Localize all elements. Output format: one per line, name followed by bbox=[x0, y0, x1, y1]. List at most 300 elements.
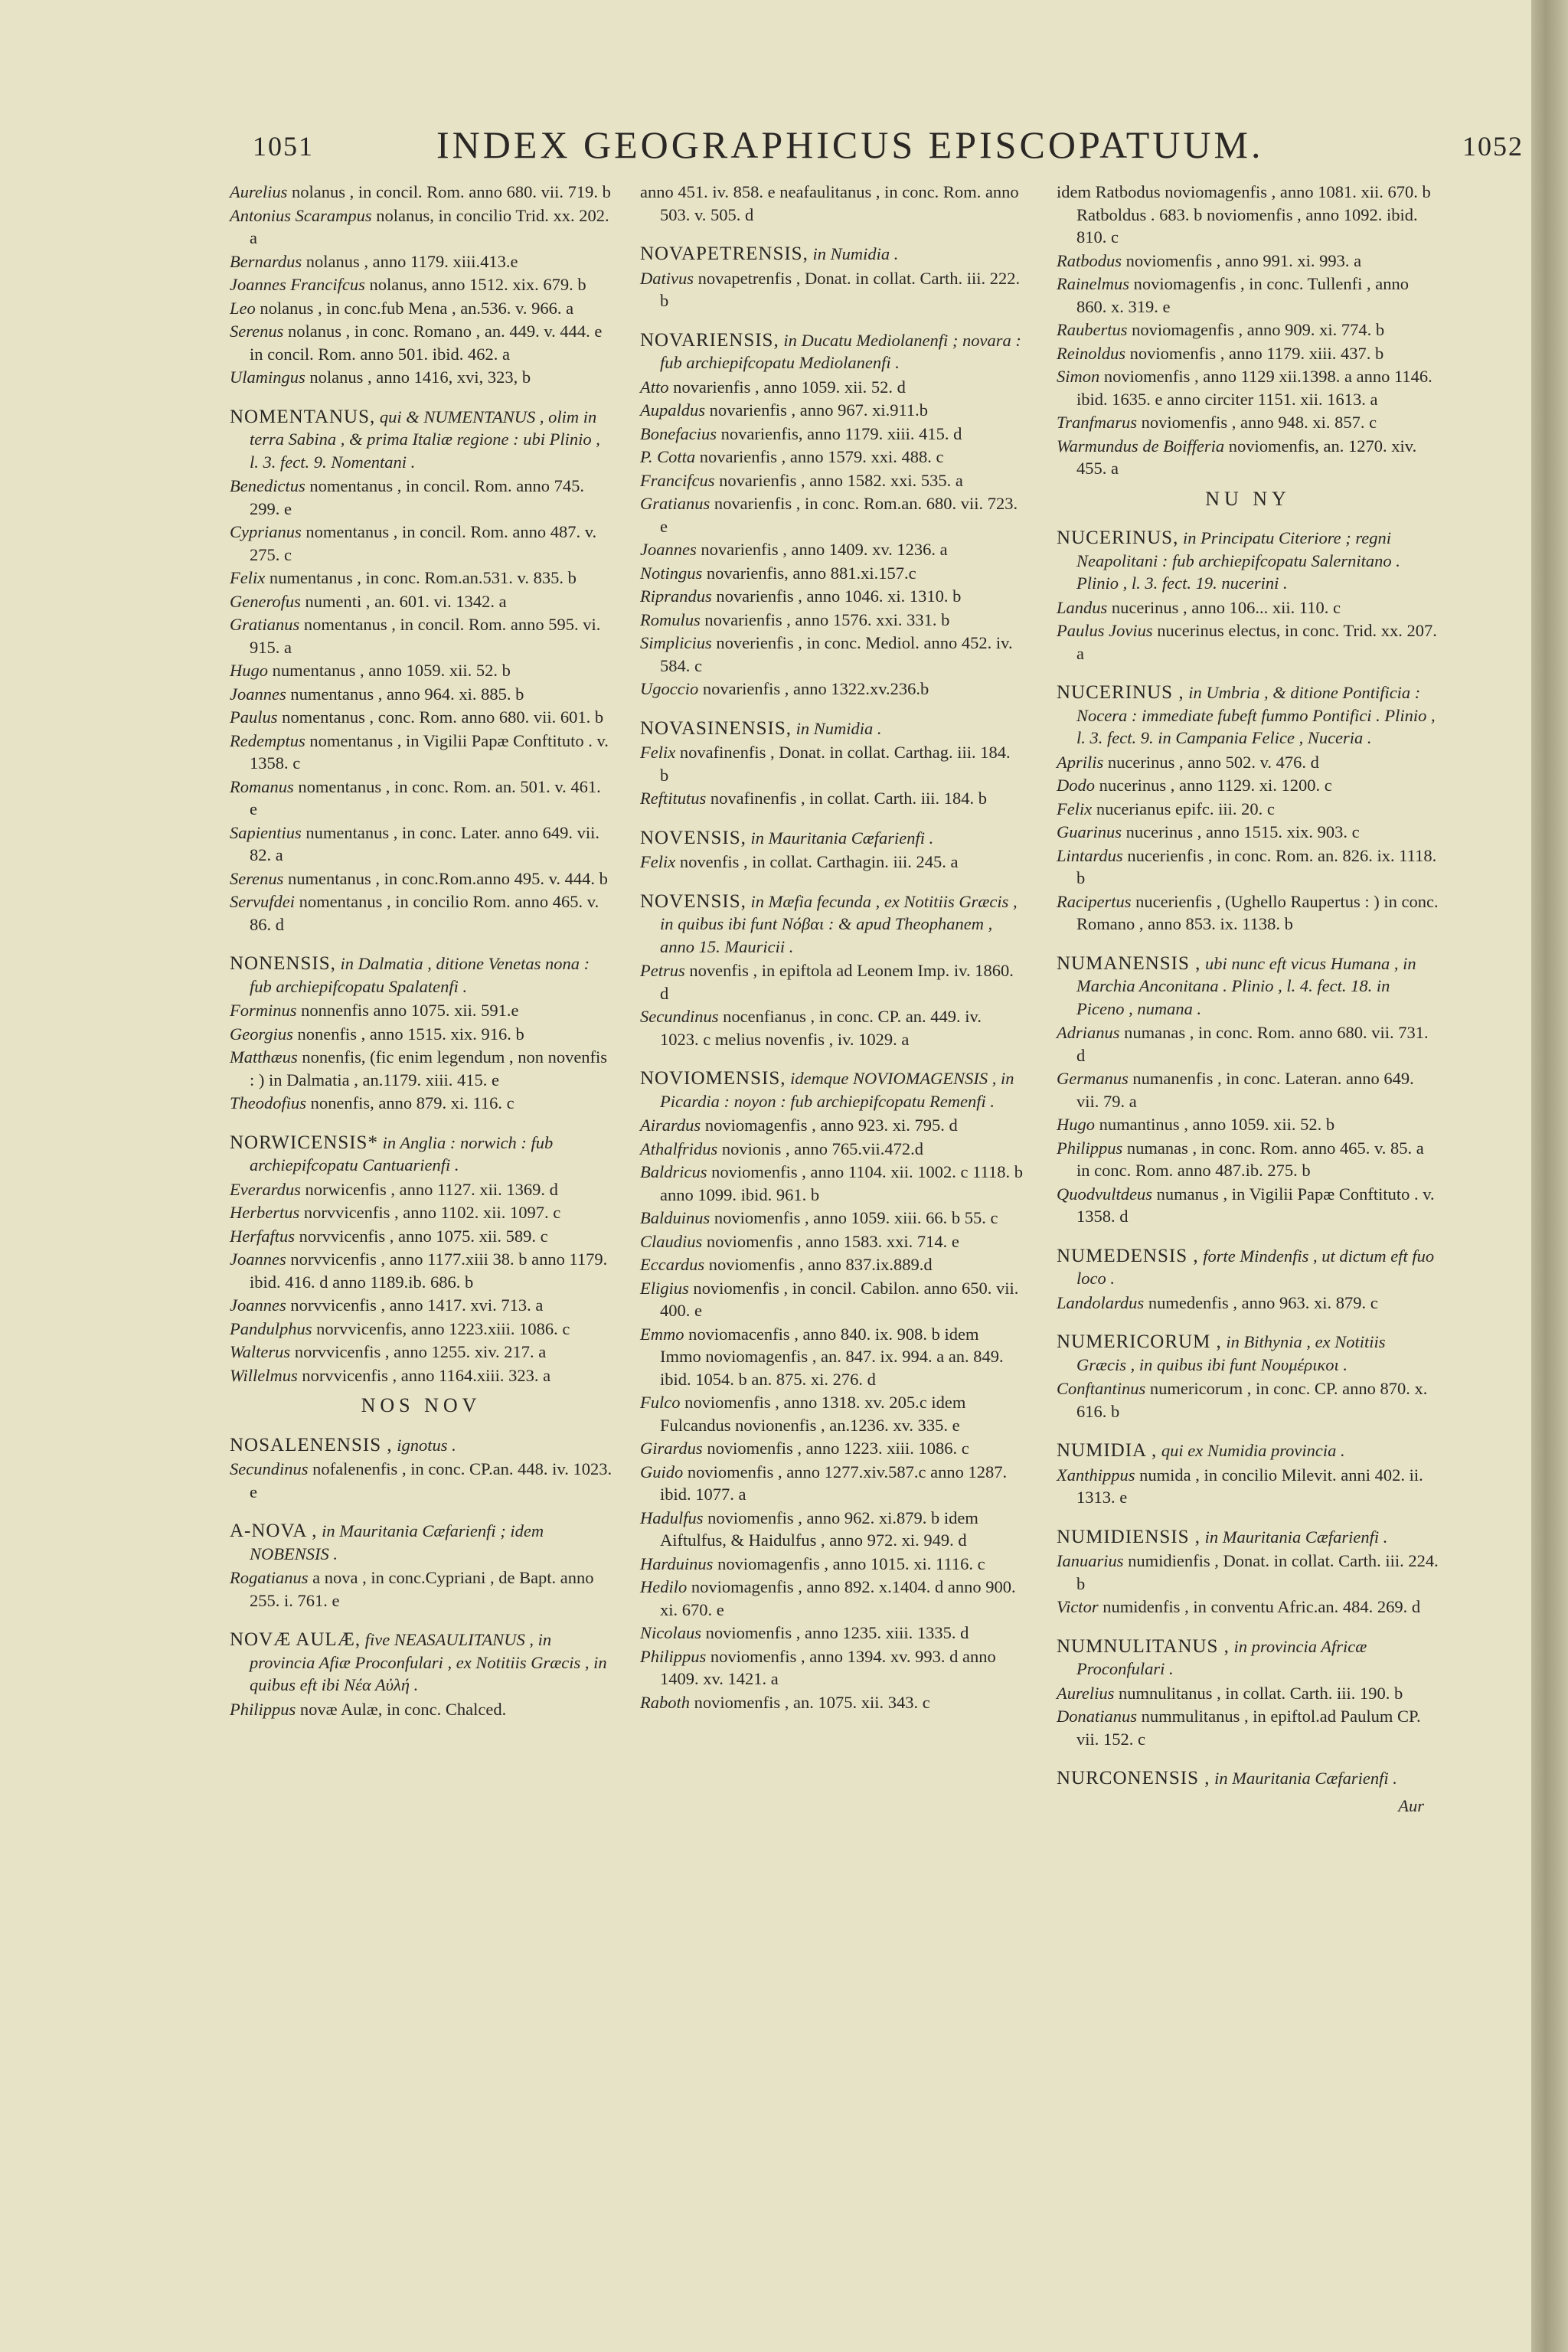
bishop-name: Theodofius bbox=[230, 1093, 307, 1112]
column-1 bbox=[230, 181, 612, 1721]
bishop-name: Dodo bbox=[1057, 776, 1095, 795]
entry-reference: noviomenfis , anno 1394. xv. 993. d anno 1409. xv. 1421. a bbox=[660, 1646, 996, 1688]
bishop-name: Joannes bbox=[230, 684, 286, 704]
index-entry bbox=[230, 1225, 612, 1248]
entry-reference: nonnenfis anno 1075. xii. 591.e bbox=[296, 1001, 519, 1020]
index-entry bbox=[1057, 890, 1439, 936]
see-heading bbox=[1057, 952, 1439, 1021]
entry-reference: noviomagenfis , anno 892. x.1404. d anno 900. xi. 670. e bbox=[660, 1577, 1016, 1619]
bishop-name: Joannes Francifcus bbox=[230, 275, 365, 294]
see-heading bbox=[230, 1434, 612, 1457]
see-heading bbox=[1057, 1526, 1439, 1549]
entry-reference: nolanus , in conc.fub Mena , an.536. v. 966. a bbox=[255, 298, 574, 318]
index-entry bbox=[640, 851, 1023, 874]
index-entry bbox=[1057, 751, 1439, 774]
entry-reference: noviomenfis , anno 1129 xii.1398. a anno 1146. ibid. 1635. e anno circiter 1151. xii. 1613. a bbox=[1076, 367, 1432, 409]
bishop-name: Landolardus bbox=[1057, 1292, 1145, 1312]
index-entry bbox=[640, 1138, 1023, 1161]
index-entry bbox=[640, 1114, 1023, 1137]
letter-divider: NU NY bbox=[1205, 487, 1291, 510]
entry-reference: novarienfis , anno 1059. xii. 52. d bbox=[668, 377, 906, 397]
see-name: NOVENSIS, bbox=[640, 827, 746, 848]
index-entry bbox=[230, 475, 612, 520]
bishop-name: Simplicius bbox=[640, 633, 712, 652]
entry-reference: novarienfis , anno 1576. xxi. 331. b bbox=[700, 609, 950, 629]
bishop-name: Ianuarius bbox=[1057, 1551, 1124, 1570]
see-name: NUMANENSIS , bbox=[1057, 952, 1201, 974]
see-name: NOSALENENSIS , bbox=[230, 1434, 393, 1455]
entry-reference: norvvicenfis , anno 1417. xvi. 713. a bbox=[286, 1295, 544, 1315]
bishop-name: Romanus bbox=[230, 776, 294, 796]
see-heading bbox=[230, 952, 612, 998]
index-entry bbox=[640, 1622, 1023, 1645]
see-heading bbox=[1057, 1245, 1439, 1290]
see-name: NUCERINUS, bbox=[1057, 528, 1179, 548]
index-entry bbox=[230, 521, 612, 566]
bishop-name: Rogatianus bbox=[230, 1568, 309, 1587]
entry-reference: nomentanus , in concilio Rom. anno 465. v. 86. d bbox=[250, 892, 599, 934]
entry-reference: noviomenfis , anno 962. xi.879. b idem Aiftulfus, & Haidulfus , anno 972. xi. 949. d bbox=[660, 1508, 978, 1550]
index-entry bbox=[1057, 250, 1439, 273]
see-name: NORWICENSIS* bbox=[230, 1132, 378, 1153]
index-entry bbox=[1057, 365, 1439, 410]
entry-reference: numidenfis , in conventu Afric.an. 484. 269. d bbox=[1098, 1597, 1421, 1616]
see-heading bbox=[1057, 1439, 1439, 1462]
bishop-name: Xanthippus bbox=[1057, 1465, 1135, 1485]
index-entry bbox=[640, 1437, 1023, 1460]
index-entry bbox=[640, 1461, 1023, 1506]
bishop-name: Guido bbox=[640, 1462, 684, 1481]
index-entry bbox=[230, 1698, 612, 1721]
entry-reference: noviomenfis , anno 948. xi. 857. c bbox=[1137, 413, 1377, 432]
see-name: A-NOVA , bbox=[230, 1521, 318, 1541]
entry-reference: a nova , in conc.Cypriani , de Bapt. anno 255. i. 761. e bbox=[250, 1568, 594, 1610]
bishop-name: Adrianus bbox=[1057, 1023, 1120, 1042]
see-heading bbox=[640, 1067, 1023, 1112]
bishop-name: Herfaftus bbox=[230, 1226, 296, 1246]
bishop-name: Reinoldus bbox=[1057, 343, 1125, 363]
entry-reference: noviomagenfis , in conc. Tullenfi , anno 860. x. 319. e bbox=[1076, 274, 1409, 316]
index-entry bbox=[640, 1207, 1023, 1230]
see-description: in Mauritania Cæfarienfi ; idem NOBENSIS . bbox=[250, 1521, 544, 1563]
bishop-name: Girardus bbox=[640, 1439, 703, 1458]
index-entry bbox=[1057, 1067, 1439, 1112]
right-page-number: 1052 bbox=[1462, 131, 1524, 162]
index-entry bbox=[230, 706, 612, 729]
entry-reference: novarienfis , anno 1322.xv.236.b bbox=[698, 679, 929, 698]
bishop-name: Rainelmus bbox=[1057, 274, 1129, 293]
index-entry bbox=[1057, 619, 1439, 665]
column-3 bbox=[1057, 181, 1439, 1817]
bishop-name: Eligius bbox=[640, 1278, 689, 1298]
entry-reference: nolanus , anno 1179. xiii.413.e bbox=[302, 251, 518, 271]
entry-reference: numedenfis , anno 963. xi. 879. c bbox=[1144, 1292, 1378, 1312]
bishop-name: Baldricus bbox=[640, 1162, 707, 1181]
bishop-name: Felix bbox=[640, 852, 676, 871]
index-entry bbox=[640, 376, 1023, 399]
index-entry bbox=[230, 683, 612, 706]
index-entry bbox=[640, 446, 1023, 469]
bishop-name: Aprilis bbox=[1057, 752, 1104, 772]
index-entry bbox=[230, 1248, 612, 1293]
index-entry bbox=[1057, 1682, 1439, 1705]
entry-reference: noviomenfis , an. 1075. xii. 343. c bbox=[690, 1692, 930, 1712]
see-name: NUMERICORUM , bbox=[1057, 1331, 1222, 1352]
bishop-name: Matthæus bbox=[230, 1047, 298, 1067]
entry-reference: nucerinus , anno 1515. xix. 903. c bbox=[1122, 822, 1360, 841]
see-heading bbox=[230, 1628, 612, 1697]
index-entry bbox=[230, 867, 612, 890]
index-entry bbox=[640, 1253, 1023, 1276]
entry-reference: nucerinus , anno 106... xii. 110. c bbox=[1107, 597, 1341, 617]
entry-reference: noviomenfis , anno 1277.xiv.587.c anno 1287. ibid. 1077. a bbox=[660, 1462, 1008, 1504]
index-entry bbox=[640, 787, 1023, 810]
index-entry bbox=[230, 590, 612, 613]
see-description: idemque NOVIOMAGENSIS , in Picardia : noyon : fub archiepifcopatu Remenfi . bbox=[660, 1069, 1014, 1111]
bishop-name: Ugoccio bbox=[640, 679, 699, 698]
see-heading bbox=[1057, 1331, 1439, 1376]
entry-reference: numanenfis , in conc. Lateran. anno 649. vii. 79. a bbox=[1076, 1069, 1414, 1111]
index-entry bbox=[640, 1230, 1023, 1253]
entry-reference: novapetrenfis , Donat. in collat. Carth. iii. 222. b bbox=[660, 268, 1021, 310]
entry-reference: numanas , in conc. Rom. anno 680. vii. 731. d bbox=[1076, 1023, 1429, 1065]
index-entry bbox=[230, 822, 612, 867]
index-entry bbox=[640, 1323, 1023, 1391]
entry-reference: norvvicenfis , anno 1255. xiv. 217. a bbox=[290, 1342, 547, 1361]
bishop-name: Serenus bbox=[230, 322, 284, 341]
see-description: five NEASAULITANUS , in provincia Afiæ Proconfulari , ex Notitiis Græcis , in quibus eft ibi Νέα Αὐλή . bbox=[250, 1630, 607, 1694]
bishop-name: Felix bbox=[640, 743, 676, 762]
bishop-name: Raubertus bbox=[1057, 320, 1128, 339]
entry-reference: noviomacenfis , anno 840. ix. 908. b idem Immo noviomagenfis , an. 847. ix. 994. a an. 849. ibid. 1054. b an. 875. xi. 276. d bbox=[660, 1324, 1004, 1389]
bishop-name: Cyprianus bbox=[230, 522, 302, 541]
see-description: qui ex Numidia provincia . bbox=[1157, 1441, 1345, 1460]
entry-reference: novenfis , in collat. Carthagin. iii. 245. a bbox=[675, 852, 959, 871]
entry-reference: norvvicenfis , anno 1164.xiii. 323. a bbox=[297, 1365, 551, 1385]
entry-reference: nolanus , in concil. Rom. anno 680. vii. 719. b bbox=[287, 182, 611, 201]
index-entry bbox=[230, 890, 612, 936]
entry-reference: novarienfis , anno 967. xi.911.b bbox=[705, 400, 929, 420]
see-heading bbox=[1057, 681, 1439, 750]
see-name: NOVENSIS, bbox=[640, 890, 746, 912]
bishop-name: Warmundus de Boifferia bbox=[1057, 436, 1225, 456]
bishop-name: Racipertus bbox=[1057, 891, 1132, 911]
see-description: in Numidia . bbox=[792, 718, 882, 738]
index-entry bbox=[640, 1161, 1023, 1206]
bishop-name: Aurelius bbox=[230, 182, 288, 201]
bishop-name: Emmo bbox=[640, 1324, 684, 1344]
see-heading bbox=[640, 329, 1023, 374]
index-entry bbox=[1057, 318, 1439, 341]
entry-reference: noviomenfis , anno 1318. xv. 205.c idem Fulcandus novionenfis , an.1236. xv. 335. e bbox=[660, 1393, 966, 1435]
index-entry bbox=[1057, 798, 1439, 821]
see-heading bbox=[640, 890, 1023, 959]
see-name: NUMNULITANUS , bbox=[1057, 1635, 1230, 1657]
page-edge bbox=[1531, 0, 1568, 2352]
catchword: Aur bbox=[1398, 1795, 1424, 1815]
index-entry bbox=[640, 1553, 1023, 1576]
entry-reference: nolanus , in conc. Romano , an. 449. v. 444. e in concil. Rom. anno 501. ibid. 462. a bbox=[250, 322, 603, 364]
entry-reference: nonenfis, (fic enim legendum , non novenfis : ) in Dalmatia , an.1179. xiii. 415. e bbox=[250, 1047, 608, 1089]
entry-reference: noviomenfis , anno 1223. xiii. 1086. c bbox=[702, 1439, 969, 1458]
bishop-name: Ratbodus bbox=[1057, 250, 1122, 270]
entry-reference: numenti , an. 601. vi. 1342. a bbox=[300, 591, 507, 611]
index-entry bbox=[1057, 1377, 1439, 1423]
bishop-name: Harduinus bbox=[640, 1553, 714, 1573]
index-entry bbox=[230, 1341, 612, 1364]
index-entry bbox=[640, 1645, 1023, 1690]
see-description: in Anglia : norwich : fub archiepifcopatu Cantuarienfi . bbox=[250, 1132, 554, 1174]
bishop-name: Leo bbox=[230, 298, 256, 318]
see-heading bbox=[640, 243, 1023, 266]
bishop-name: Herbertus bbox=[230, 1203, 300, 1222]
bishop-name: Gratianus bbox=[230, 615, 300, 634]
bishop-name: Servufdei bbox=[230, 892, 295, 911]
index-entry bbox=[640, 1691, 1023, 1714]
entry-reference: numentanus , in conc.Rom.anno 495. v. 444. b bbox=[283, 868, 608, 888]
index-entry bbox=[640, 609, 1023, 632]
index-entry bbox=[230, 366, 612, 389]
see-name: NUMEDENSIS , bbox=[1057, 1245, 1199, 1266]
letter-divider: NOS NOV bbox=[361, 1394, 482, 1416]
bishop-name: Conftantinus bbox=[1057, 1379, 1146, 1398]
entry-reference: novarienfis, anno 881.xi.157.c bbox=[702, 563, 916, 583]
left-page-number: 1051 bbox=[253, 131, 314, 162]
entry-reference: novarienfis , anno 1582. xxi. 535. a bbox=[714, 470, 963, 490]
entry-reference: numericorum , in conc. CP. anno 870. x. 616. b bbox=[1076, 1379, 1428, 1421]
entry-reference: numentanus , anno 1059. xii. 52. b bbox=[268, 661, 511, 680]
entry-reference: numanas , in conc. Rom. anno 465. v. 85. a in conc. Rom. anno 487.ib. 275. b bbox=[1076, 1138, 1424, 1180]
see-description: in provincia Africæ Proconfulari . bbox=[1076, 1636, 1367, 1678]
bishop-name: Walterus bbox=[230, 1342, 291, 1361]
entry-reference: numida , in concilio Milevit. anni 402. ii. 1313. e bbox=[1076, 1465, 1423, 1507]
index-entry bbox=[1057, 1292, 1439, 1315]
index-entry bbox=[230, 204, 612, 250]
entry-reference: nomentanus , in conc. Rom. an. 501. v. 461. e bbox=[250, 776, 601, 818]
bishop-name: Balduinus bbox=[640, 1208, 710, 1227]
index-entry bbox=[1057, 774, 1439, 797]
index-entry bbox=[640, 678, 1023, 701]
entry-reference: novafinenfis , in collat. Carth. iii. 184. b bbox=[706, 789, 988, 808]
index-entry bbox=[640, 741, 1023, 786]
index-entry bbox=[640, 585, 1023, 608]
see-description: in Principatu Citeriore ; regni Neapolitani : fub archiepifcopatu Salernitano . Plinio , l. 3. fect. 19. nucerini . bbox=[1076, 528, 1400, 593]
entry-reference: noviomagenfis , anno 1015. xi. 1116. c bbox=[713, 1553, 985, 1573]
entry-reference: nomentanus , in concil. Rom. anno 487. v. 275. c bbox=[250, 522, 597, 564]
column-2 bbox=[640, 181, 1023, 1714]
bishop-name: Ulamingus bbox=[230, 368, 305, 387]
index-entry bbox=[230, 613, 612, 658]
index-entry bbox=[1057, 411, 1439, 434]
bishop-name: Joannes bbox=[230, 1250, 286, 1269]
index-entry bbox=[1057, 342, 1439, 365]
see-heading bbox=[230, 406, 612, 474]
entry-reference: novafinenfis , Donat. in collat. Carthag. iii. 184. b bbox=[660, 743, 1011, 785]
bishop-name: Hadulfus bbox=[640, 1508, 704, 1527]
see-name: NUMIDIA , bbox=[1057, 1440, 1158, 1461]
entry-reference: idem Ratbodus noviomagenfis , anno 1081. xii. 670. b Ratboldus . 683. b noviomenfis , anno 1092. ibid. 810. c bbox=[1057, 182, 1431, 247]
bishop-name: Germanus bbox=[1057, 1069, 1129, 1088]
bishop-name: Pandulphus bbox=[230, 1318, 312, 1338]
bishop-name: Fulco bbox=[640, 1393, 681, 1412]
bishop-name: Aupaldus bbox=[640, 400, 706, 420]
see-name: NOMENTANUS, bbox=[230, 406, 376, 427]
index-entry bbox=[230, 776, 612, 821]
index-entry bbox=[230, 181, 612, 204]
index-entry bbox=[1057, 181, 1439, 249]
index-entry bbox=[640, 1507, 1023, 1552]
index-entry bbox=[1057, 273, 1439, 318]
entry-reference: numentanus , anno 964. xi. 885. b bbox=[286, 684, 524, 704]
entry-reference: novarienfis, anno 1179. xiii. 415. d bbox=[716, 423, 962, 443]
index-entry bbox=[230, 1566, 612, 1612]
index-entry bbox=[640, 399, 1023, 422]
index-entry bbox=[1057, 435, 1439, 480]
index-entry bbox=[640, 492, 1023, 537]
bishop-name: P. Cotta bbox=[640, 447, 696, 466]
index-entry bbox=[1057, 1596, 1439, 1619]
see-heading bbox=[640, 827, 1023, 850]
bishop-name: Joannes bbox=[640, 540, 697, 559]
bishop-name: Petrus bbox=[640, 961, 685, 980]
entry-reference: nolanus, in concilio Trid. xx. 202. a bbox=[250, 205, 609, 247]
see-heading bbox=[230, 1132, 612, 1177]
bishop-name: Riprandus bbox=[640, 586, 712, 606]
entry-reference: noviomenfis , anno 837.ix.889.d bbox=[704, 1255, 933, 1274]
index-entry bbox=[230, 1178, 612, 1201]
index-entry bbox=[640, 1576, 1023, 1621]
entry-reference: nucerinus , anno 1129. xi. 1200. c bbox=[1095, 776, 1332, 795]
bishop-name: Gratianus bbox=[640, 494, 710, 513]
entry-reference: numentanus , in conc. Later. anno 649. vii. 82. a bbox=[250, 822, 600, 864]
entry-reference: norvvicenfis , anno 1075. xii. 589. c bbox=[295, 1226, 548, 1246]
entry-reference: novæ Aulæ, in conc. Chalced. bbox=[296, 1699, 507, 1719]
index-entry bbox=[640, 1005, 1023, 1050]
entry-reference: noviomenfis , in concil. Cabilon. anno 650. vii. 400. e bbox=[660, 1278, 1019, 1320]
entry-reference: noviomenfis , anno 1104. xii. 1002. c 1118. b anno 1099. ibid. 961. b bbox=[660, 1162, 1023, 1204]
bishop-name: Bonefacius bbox=[640, 423, 717, 443]
bishop-name: Athalfridus bbox=[640, 1138, 718, 1158]
see-name: NOVIOMENSIS, bbox=[640, 1068, 786, 1089]
bishop-name: Simon bbox=[1057, 367, 1100, 386]
index-entry bbox=[230, 1023, 612, 1046]
see-name: NOVAPETRENSIS, bbox=[640, 243, 808, 264]
bishop-name: Philippus bbox=[1057, 1138, 1123, 1158]
index-entry bbox=[640, 181, 1023, 226]
see-heading bbox=[640, 717, 1023, 740]
index-entry bbox=[230, 1294, 612, 1317]
see-description: in Mauritania Cæfarienfi . bbox=[746, 828, 934, 848]
bishop-name: Everardus bbox=[230, 1179, 301, 1199]
index-entry bbox=[230, 999, 612, 1022]
see-name: NOVÆ AULÆ, bbox=[230, 1629, 361, 1650]
see-heading bbox=[230, 1520, 612, 1565]
entry-reference: nucerinus electus, in conc. Trid. xx. 207. a bbox=[1076, 621, 1437, 663]
see-name: NOVARIENSIS, bbox=[640, 329, 779, 351]
index-entry bbox=[230, 250, 612, 273]
index-entry bbox=[1057, 1113, 1439, 1136]
entry-reference: noverienfis , in conc. Mediol. anno 452. iv. 584. c bbox=[660, 633, 1013, 675]
entry-reference: numanus , in Vigilii Papæ Conftituto . v. 1358. d bbox=[1076, 1184, 1435, 1226]
index-entry bbox=[640, 959, 1023, 1004]
bishop-name: Eccardus bbox=[640, 1255, 705, 1274]
bishop-name: Philippus bbox=[230, 1699, 296, 1719]
index-entry bbox=[230, 1458, 612, 1503]
entry-reference: nucerinus , anno 502. v. 476. d bbox=[1103, 752, 1319, 772]
bishop-name: Sapientius bbox=[230, 822, 302, 842]
entry-reference: numidienfis , Donat. in collat. Carth. iii. 224. b bbox=[1076, 1551, 1439, 1593]
entry-reference: nolanus , anno 1416, xvi, 323, b bbox=[305, 368, 531, 387]
bishop-name: Airardus bbox=[640, 1116, 701, 1135]
entry-reference: noviomagenfis , anno 923. xi. 795. d bbox=[701, 1116, 958, 1135]
bishop-name: Forminus bbox=[230, 1001, 297, 1020]
entry-reference: nolanus, anno 1512. xix. 679. b bbox=[364, 275, 586, 294]
index-entry bbox=[1057, 1183, 1439, 1228]
see-name: NUMIDIENSIS , bbox=[1057, 1526, 1200, 1547]
index-entry bbox=[640, 538, 1023, 561]
index-entry bbox=[640, 632, 1023, 677]
index-entry bbox=[230, 1364, 612, 1387]
entry-reference: noviomenfis , anno 1235. xiii. 1335. d bbox=[701, 1623, 969, 1642]
see-heading bbox=[1057, 527, 1439, 595]
index-entry bbox=[230, 1318, 612, 1341]
entry-reference: anno 451. iv. 858. e neafaulitanus , in conc. Rom. anno 503. v. 505. d bbox=[640, 182, 1019, 224]
see-description: in Bithynia , ex Notitiis Græcis , in quibus ibi funt Νουμέρικοι . bbox=[1076, 1332, 1386, 1374]
index-entry bbox=[230, 659, 612, 682]
entry-reference: norvvicenfis, anno 1223.xiii. 1086. c bbox=[312, 1318, 570, 1338]
entry-reference: noviomagenfis , anno 909. xi. 774. b bbox=[1127, 320, 1385, 339]
entry-reference: novarienfis , anno 1579. xxi. 488. c bbox=[695, 447, 944, 466]
entry-reference: nucerienfis , (Ughello Raupertus : ) in conc. Romano , anno 853. ix. 1138. b bbox=[1076, 891, 1439, 933]
index-entry bbox=[230, 567, 612, 590]
see-name: NURCONENSIS , bbox=[1057, 1768, 1210, 1788]
bishop-name: Atto bbox=[640, 377, 669, 397]
entry-reference: novarienfis , anno 1409. xv. 1236. a bbox=[696, 540, 948, 559]
entry-reference: noviomenfis , anno 991. xi. 993. a bbox=[1122, 250, 1362, 270]
index-entry bbox=[1057, 844, 1439, 890]
bishop-name: Landus bbox=[1057, 597, 1108, 617]
bishop-name: Hugo bbox=[1057, 1115, 1095, 1134]
index-entry bbox=[1057, 821, 1439, 844]
see-description: forte Mindenfis , ut dictum eft fuo loco . bbox=[1076, 1246, 1435, 1288]
see-name: NOVASINENSIS, bbox=[640, 717, 792, 739]
see-name: NONENSIS, bbox=[230, 953, 336, 974]
bishop-name: Redemptus bbox=[230, 730, 305, 750]
entry-reference: noviomenfis , anno 1179. xiii. 437. b bbox=[1125, 343, 1384, 363]
bishop-name: Lintardus bbox=[1057, 845, 1123, 865]
entry-reference: numnulitanus , in collat. Carth. iii. 190. b bbox=[1114, 1683, 1403, 1703]
bishop-name: Notingus bbox=[640, 563, 703, 583]
page-header bbox=[253, 122, 1524, 168]
index-entry bbox=[1057, 1705, 1439, 1750]
see-description: in Ducatu Mediolanenfi ; novara : fub archiepifcopatu Mediolanenfi . bbox=[660, 330, 1021, 372]
entry-reference: nofalenenfis , in conc. CP.an. 448. iv. 1023. e bbox=[250, 1459, 612, 1501]
index-entry bbox=[1057, 1464, 1439, 1509]
bishop-name: Guarinus bbox=[1057, 822, 1122, 841]
index-entry bbox=[230, 730, 612, 775]
entry-reference: novionis , anno 765.vii.472.d bbox=[717, 1138, 924, 1158]
bishop-name: Tranfmarus bbox=[1057, 413, 1138, 432]
entry-reference: noviomenfis, an. 1270. xiv. 455. a bbox=[1076, 436, 1417, 478]
index-entry bbox=[1057, 596, 1439, 619]
bishop-name: Georgius bbox=[230, 1024, 293, 1044]
index-entry bbox=[230, 1046, 612, 1091]
see-description: qui & NUMENTANUS , olim in terra Sabina , & prima Italiæ regione : ubi Plinio , l. 3. fect. 9. Nomentani . bbox=[250, 407, 600, 472]
bishop-name: Benedictus bbox=[230, 476, 305, 495]
see-description: in Mauritania Cæfarienfi . bbox=[1210, 1769, 1397, 1788]
bishop-name: Secundinus bbox=[640, 1007, 719, 1026]
index-entry bbox=[230, 273, 612, 296]
